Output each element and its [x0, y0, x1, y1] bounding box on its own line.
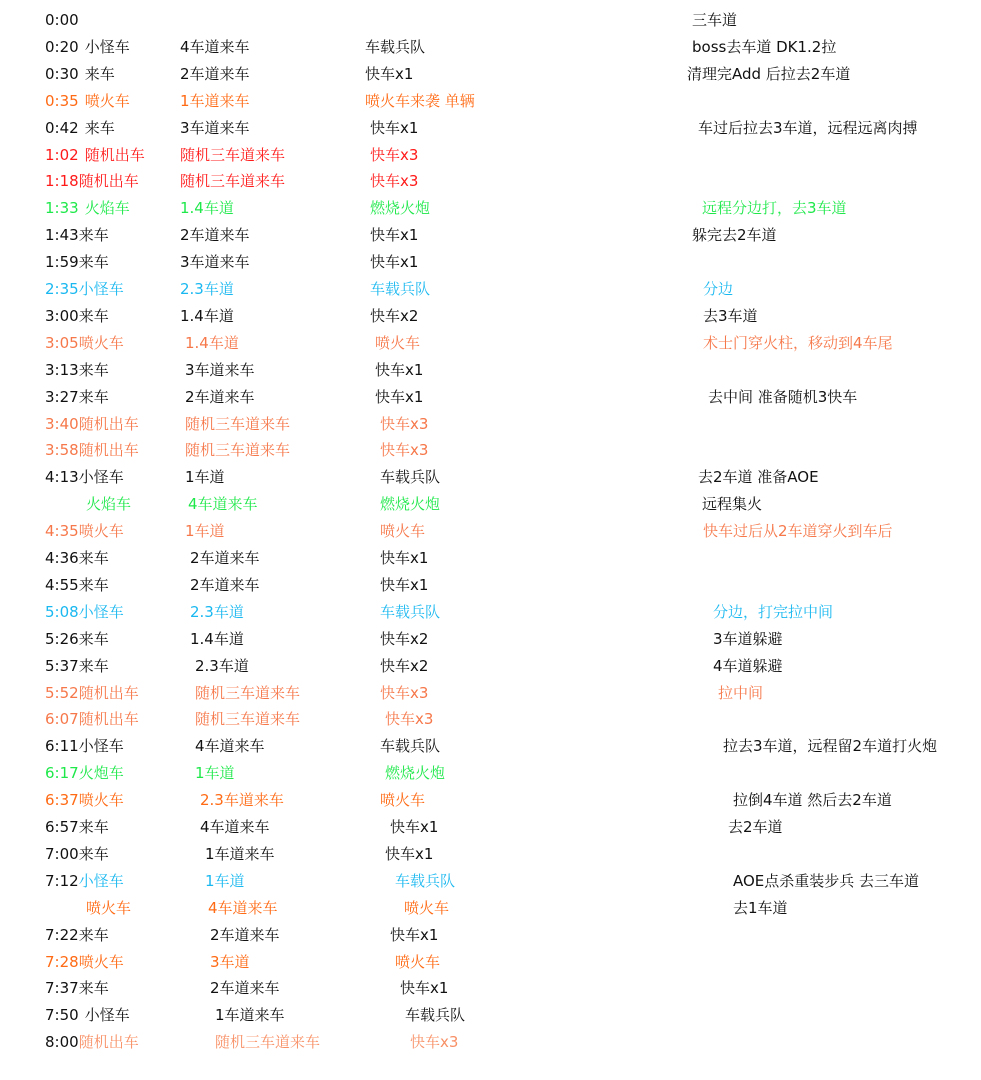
- event-cell: 小怪车: [84, 37, 130, 56]
- timeline-row: [0, 518, 981, 545]
- vehicle-type-cell: 快车x3: [380, 441, 429, 460]
- time-cell: 1:59: [45, 253, 79, 272]
- vehicle-type-cell: 快车x1: [365, 64, 414, 83]
- timeline-row: [0, 34, 981, 61]
- time-cell: 5:37: [45, 656, 79, 675]
- time-cell: 7:12: [45, 871, 79, 890]
- lane-cell: 2车道来车: [185, 387, 255, 406]
- time-cell: 3:40: [45, 414, 79, 433]
- strategy-note-cell: 去3车道: [703, 306, 758, 325]
- vehicle-type-cell: 快车x1: [375, 387, 424, 406]
- vehicle-type-cell: 车载兵队: [380, 602, 441, 621]
- timeline-row: [0, 7, 981, 34]
- event-cell: 来车: [84, 64, 115, 83]
- lane-cell: 2车道来车: [210, 925, 280, 944]
- time-cell: 1:18: [45, 172, 79, 191]
- strategy-note-cell: 4车道躲避: [713, 656, 783, 675]
- event-cell: 喷火车: [78, 333, 124, 352]
- timeline-row: [0, 599, 981, 626]
- time-cell: 7:37: [45, 979, 79, 998]
- time-cell: 5:52: [45, 683, 79, 702]
- lane-cell: 随机三车道来车: [195, 683, 301, 702]
- event-cell: 随机出车: [78, 414, 139, 433]
- event-cell: 小怪车: [78, 737, 124, 756]
- time-cell: 6:11: [45, 737, 79, 756]
- vehicle-type-cell: 快车x1: [370, 253, 419, 272]
- timeline-row: [0, 276, 981, 303]
- event-cell: 小怪车: [78, 871, 124, 890]
- event-cell: 火焰车: [84, 199, 130, 218]
- strategy-note-cell: 去中间 准备随机3快车: [708, 387, 858, 406]
- lane-cell: 4车道来车: [208, 898, 278, 917]
- vehicle-type-cell: 喷火车: [380, 522, 426, 541]
- strategy-note-cell: 快车过后从2车道穿火到车后: [703, 522, 893, 541]
- vehicle-type-cell: 喷火车: [404, 898, 450, 917]
- vehicle-type-cell: 车载兵队: [380, 468, 441, 487]
- timeline-row: [0, 841, 981, 868]
- strategy-note-cell: 拉倒4车道 然后去2车道: [733, 791, 892, 810]
- event-cell: 小怪车: [84, 1006, 130, 1025]
- event-cell: 来车: [78, 226, 109, 245]
- event-cell: 喷火车: [78, 522, 124, 541]
- event-cell: 来车: [78, 360, 109, 379]
- lane-cell: 2.3车道: [195, 656, 249, 675]
- lane-cell: 3车道来车: [180, 253, 250, 272]
- time-cell: 0:35: [45, 91, 79, 110]
- event-cell: 随机出车: [78, 172, 139, 191]
- lane-cell: 1.4车道: [180, 199, 234, 218]
- timeline-row: [0, 545, 981, 572]
- event-cell: 来车: [78, 575, 109, 594]
- timeline-row: [0, 142, 981, 169]
- vehicle-type-cell: 快车x1: [380, 549, 429, 567]
- lane-cell: 4车道来车: [200, 818, 270, 836]
- vehicle-type-cell: 快车x3: [370, 172, 419, 191]
- timeline-row: [0, 384, 981, 411]
- timeline-row: [0, 491, 981, 518]
- strategy-note-cell: AOE点杀重装步兵 去三车道: [733, 871, 920, 890]
- timeline-row: [0, 303, 981, 330]
- vehicle-type-cell: 喷火车: [375, 333, 421, 352]
- event-cell: 火炮车: [78, 764, 124, 783]
- lane-cell: 随机三车道来车: [185, 414, 291, 433]
- vehicle-type-cell: 快车x1: [380, 575, 429, 594]
- vehicle-type-cell: 快车x3: [410, 1033, 459, 1052]
- vehicle-type-cell: 喷火车: [380, 791, 426, 810]
- strategy-note-cell: 拉中间: [718, 683, 764, 702]
- event-cell: 来车: [78, 253, 109, 272]
- timeline-row: [0, 464, 981, 491]
- strategy-note-cell: 术士门穿火柱，移动到4车尾: [703, 333, 893, 352]
- vehicle-type-cell: 快车x2: [380, 629, 429, 648]
- event-cell: 来车: [78, 387, 109, 406]
- timeline-row: [0, 922, 981, 949]
- timeline-row: [0, 1029, 981, 1056]
- strategy-note-cell: 远程集火: [702, 495, 763, 514]
- event-cell: 来车: [78, 979, 109, 998]
- lane-cell: 2车道来车: [180, 226, 250, 245]
- vehicle-type-cell: 喷火车来袭 单辆: [365, 91, 475, 110]
- event-cell: 随机出车: [84, 145, 145, 164]
- lane-cell: 2车道来车: [180, 64, 250, 83]
- lane-cell: 4车道来车: [188, 495, 258, 514]
- strategy-note-cell: 分边，打完拉中间: [713, 602, 834, 621]
- vehicle-type-cell: 快车x1: [375, 360, 424, 379]
- time-cell: 7:22: [45, 925, 79, 944]
- timeline-row: [0, 61, 981, 88]
- timeline-row: [0, 249, 981, 276]
- event-cell: 小怪车: [78, 280, 124, 298]
- vehicle-type-cell: 燃烧火炮: [370, 199, 431, 218]
- vehicle-type-cell: 喷火车: [395, 952, 441, 971]
- lane-cell: 1车道: [185, 522, 225, 541]
- time-cell: 4:55: [45, 575, 79, 594]
- lane-cell: 1车道: [205, 871, 245, 890]
- timeline-row: [0, 733, 981, 760]
- timeline-row: [0, 330, 981, 357]
- time-cell: 5:08: [45, 602, 79, 621]
- event-cell: 随机出车: [78, 683, 139, 702]
- vehicle-type-cell: 车载兵队: [365, 37, 426, 56]
- lane-cell: 1车道来车: [205, 844, 275, 863]
- vehicle-type-cell: 车载兵队: [395, 871, 456, 890]
- strategy-note-cell: 拉去3车道，远程留2车道打火炮: [723, 737, 938, 756]
- time-cell: 4:36: [45, 549, 79, 567]
- vehicle-type-cell: 快车x2: [370, 306, 419, 325]
- event-cell: 随机出车: [78, 1033, 139, 1052]
- lane-cell: 随机三车道来车: [180, 172, 286, 191]
- timeline-row: [0, 680, 981, 707]
- event-cell: 喷火车: [86, 898, 132, 917]
- lane-cell: 1.4车道: [185, 333, 239, 352]
- time-cell: 3:58: [45, 441, 79, 460]
- timeline-row: [0, 787, 981, 814]
- event-cell: 来车: [78, 656, 109, 675]
- vehicle-type-cell: 快车x1: [370, 226, 419, 245]
- strategy-note-cell: boss去车道 DK1.2拉: [692, 37, 837, 56]
- lane-cell: 2.3车道: [190, 602, 244, 621]
- event-cell: 火焰车: [86, 495, 132, 514]
- lane-cell: 1车道来车: [215, 1006, 285, 1025]
- timeline-row: [0, 1002, 981, 1029]
- time-cell: 6:07: [45, 710, 79, 729]
- vehicle-type-cell: 车载兵队: [405, 1006, 466, 1025]
- timeline-row: [0, 115, 981, 142]
- timeline-row: [0, 814, 981, 841]
- vehicle-type-cell: 车载兵队: [370, 280, 431, 298]
- lane-cell: 3车道来车: [180, 118, 250, 137]
- time-cell: 4:35: [45, 522, 79, 541]
- time-cell: 2:35: [45, 280, 79, 298]
- timeline-row: [0, 437, 981, 464]
- lane-cell: 4车道来车: [195, 737, 265, 756]
- lane-cell: 随机三车道来车: [195, 710, 301, 729]
- vehicle-type-cell: 快车x1: [370, 118, 419, 137]
- time-cell: 1:02: [45, 145, 79, 164]
- time-cell: 3:00: [45, 306, 79, 325]
- vehicle-type-cell: 快车x3: [370, 145, 419, 164]
- vehicle-type-cell: 快车x3: [380, 414, 429, 433]
- timeline-row: [0, 572, 981, 599]
- time-cell: 0:42: [45, 118, 79, 137]
- lane-cell: 1车道: [195, 764, 235, 783]
- vehicle-type-cell: 快车x1: [400, 979, 449, 998]
- time-cell: 8:00: [45, 1033, 79, 1052]
- timeline-row: [0, 895, 981, 922]
- strategy-note-cell: 去1车道: [733, 898, 788, 917]
- vehicle-type-cell: 快车x3: [385, 710, 434, 729]
- lane-cell: 1.4车道: [180, 306, 234, 325]
- vehicle-type-cell: 快车x3: [380, 683, 429, 702]
- strategy-note-cell: 车过后拉去3车道，远程远离肉搏: [698, 118, 918, 137]
- lane-cell: 2车道来车: [190, 549, 260, 567]
- time-cell: 4:13: [45, 468, 79, 487]
- time-cell: 7:50: [45, 1006, 79, 1025]
- timeline-row: [0, 949, 981, 976]
- timeline-row: [0, 168, 981, 195]
- timeline-row: [0, 975, 981, 1002]
- lane-cell: 2车道来车: [190, 575, 260, 594]
- time-cell: 6:17: [45, 764, 79, 783]
- timeline-row: [0, 653, 981, 680]
- event-cell: 来车: [84, 118, 115, 137]
- time-cell: 0:00: [45, 11, 79, 29]
- event-cell: 来车: [78, 629, 109, 648]
- lane-cell: 随机三车道来车: [185, 441, 291, 460]
- event-cell: 随机出车: [78, 710, 139, 729]
- timeline-row: [0, 88, 981, 115]
- event-cell: 喷火车: [78, 952, 124, 971]
- time-cell: 0:20: [45, 37, 79, 56]
- event-cell: 喷火车: [84, 91, 130, 110]
- lane-cell: 2车道来车: [210, 979, 280, 998]
- event-cell: 喷火车: [78, 791, 124, 810]
- time-cell: 5:26: [45, 629, 79, 648]
- vehicle-type-cell: 燃烧火炮: [385, 764, 446, 783]
- event-cell: 小怪车: [78, 602, 124, 621]
- time-cell: 1:33: [45, 199, 79, 218]
- event-cell: 来车: [78, 549, 109, 567]
- event-cell: 来车: [78, 306, 109, 325]
- strategy-note-cell: 躲完去2车道: [692, 226, 777, 245]
- time-cell: 3:13: [45, 360, 79, 379]
- vehicle-type-cell: 快车x1: [385, 844, 434, 863]
- timeline-row: [0, 760, 981, 787]
- lane-cell: 1.4车道: [190, 629, 244, 648]
- time-cell: 1:43: [45, 226, 79, 245]
- strategy-note-cell: 清理完Add 后拉去2车道: [687, 64, 851, 83]
- lane-cell: 3车道来车: [185, 360, 255, 379]
- timeline-row: [0, 222, 981, 249]
- strategy-note-cell: 三车道: [692, 11, 738, 29]
- timeline-row: [0, 868, 981, 895]
- event-cell: 随机出车: [78, 441, 139, 460]
- lane-cell: 4车道来车: [180, 37, 250, 56]
- strategy-note-cell: 去2车道: [728, 818, 783, 836]
- lane-cell: 1车道: [185, 468, 225, 487]
- time-cell: 3:27: [45, 387, 79, 406]
- lane-cell: 1车道来车: [180, 91, 250, 110]
- time-cell: 3:05: [45, 333, 79, 352]
- event-cell: 来车: [78, 844, 109, 863]
- timeline-row: [0, 357, 981, 384]
- strategy-note-cell: 分边: [703, 280, 734, 298]
- vehicle-type-cell: 车载兵队: [380, 737, 441, 756]
- time-cell: 7:28: [45, 952, 79, 971]
- time-cell: 7:00: [45, 844, 79, 863]
- event-cell: 小怪车: [78, 468, 124, 487]
- timeline-row: [0, 626, 981, 653]
- time-cell: 6:57: [45, 818, 79, 836]
- timeline-row: [0, 411, 981, 438]
- lane-cell: 2.3车道来车: [200, 791, 284, 810]
- time-cell: 6:37: [45, 791, 79, 810]
- vehicle-type-cell: 快车x1: [390, 818, 439, 836]
- timeline-row: [0, 195, 981, 222]
- lane-cell: 随机三车道来车: [215, 1033, 321, 1052]
- lane-cell: 2.3车道: [180, 280, 234, 298]
- event-cell: 来车: [78, 925, 109, 944]
- strategy-note-cell: 3车道躲避: [713, 629, 783, 648]
- strategy-note-cell: 去2车道 准备AOE: [698, 468, 819, 487]
- event-cell: 来车: [78, 818, 109, 836]
- vehicle-type-cell: 快车x1: [390, 925, 439, 944]
- lane-cell: 随机三车道来车: [180, 145, 286, 164]
- time-cell: 0:30: [45, 64, 79, 83]
- strategy-note-cell: 远程分边打，去3车道: [702, 199, 847, 218]
- vehicle-type-cell: 快车x2: [380, 656, 429, 675]
- lane-cell: 3车道: [210, 952, 250, 971]
- timeline-row: [0, 706, 981, 733]
- vehicle-type-cell: 燃烧火炮: [380, 495, 441, 514]
